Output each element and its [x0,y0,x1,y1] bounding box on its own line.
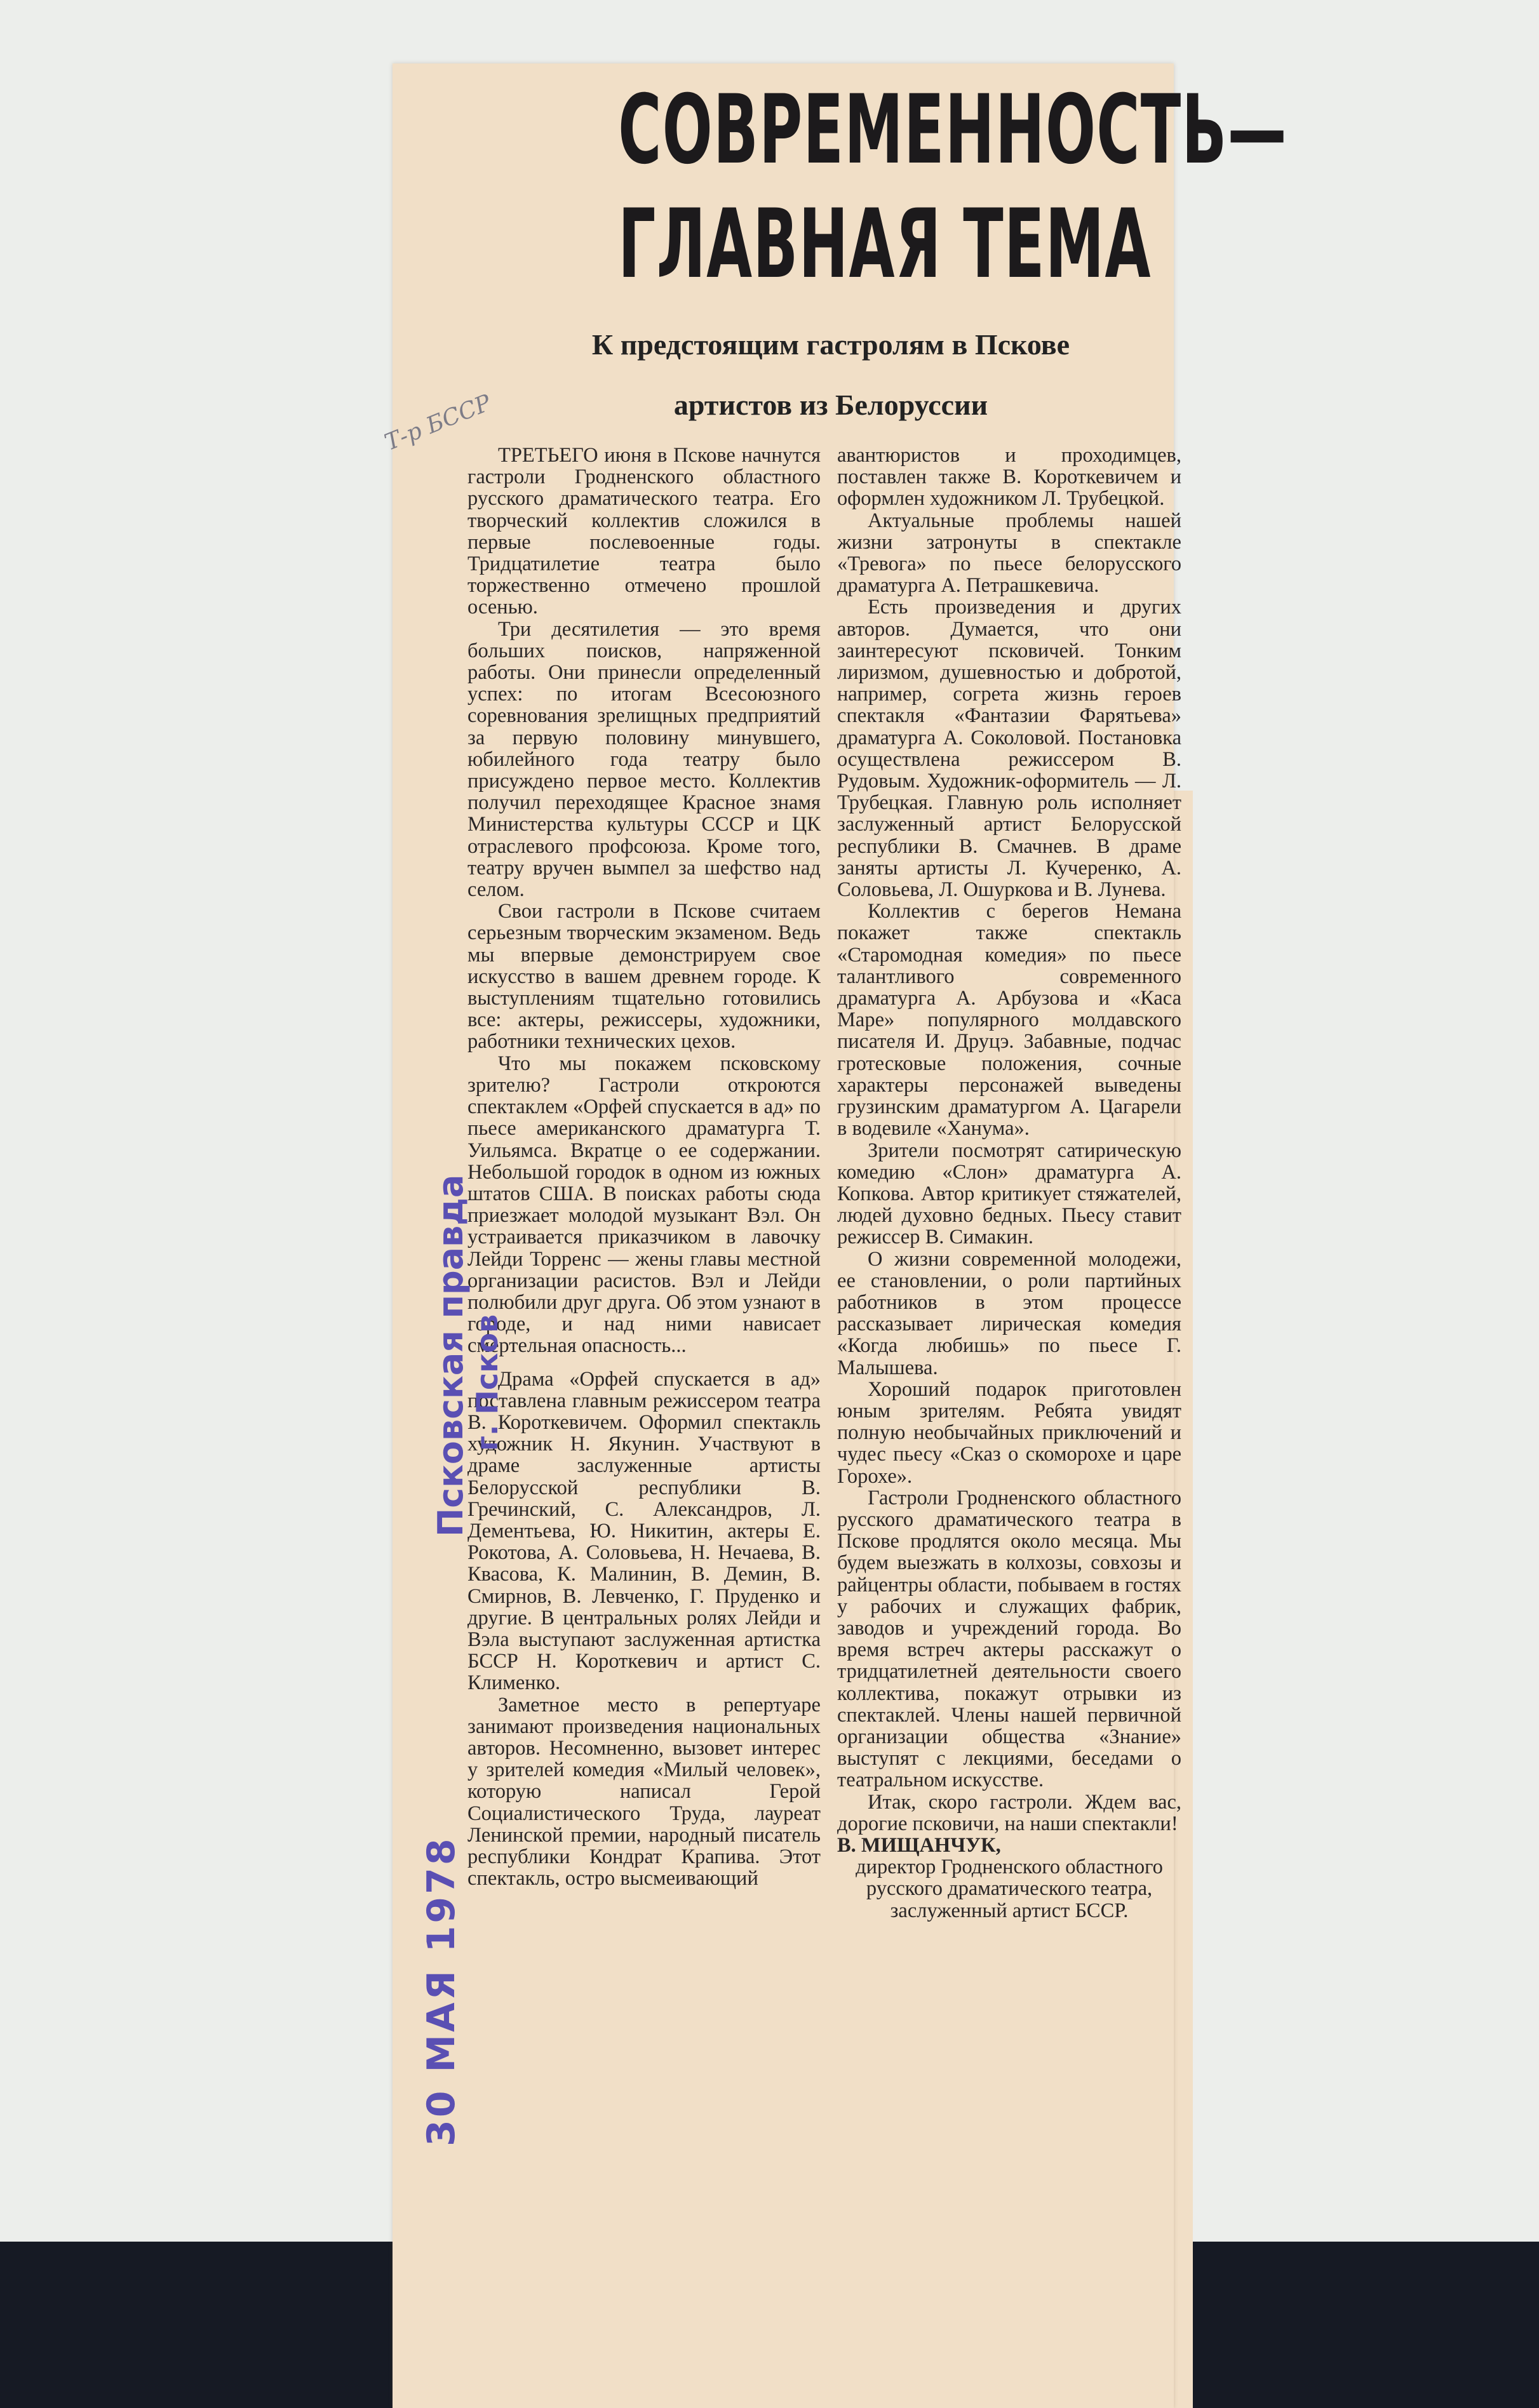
handwritten-note: Т-р БССР [381,389,495,457]
article-paragraph: Три десятилетия — это время больших поисков, напряженной работы. Они принесли определенный успех: по итогам Всесоюзного соревнования зрелищных предприятий за первую половину минувшего, юбилейного года театру было присуждено первое место. Коллектив получил переходящее Красное знамя Министерства культуры СССР и ЦК отраслевого профсоюза. Кроме того, театру вручен вымпел за шефство над селом. [467,617,821,902]
article-paragraph: Заметное место в репертуаре занимают произведения национальных авторов. Несомненно, вызовет интерес у зрителей комедия «Милый человек», которую написал Герой Социалистического Труда, лауреат Ленинской премии, народный писатель республики Кондрат Крапива. Этот спектакль, остро высмеивающий [467,1693,821,1890]
newspaper-name-stamp: Псковская правда [431,1174,471,1537]
city-stamp: г. Псков [470,1314,504,1451]
article-paragraph: Свои гастроли в Пскове считаем серьезным творческим экзаменом. Ведь мы впервые демонстрируем свое искусство в вашем древнем городе. К выступлениям тщательно готовились все: актеры, режиссеры, художники, работники технических цехов. [467,900,821,1054]
article-paragraph: Есть произведения и других авторов. Думается, что они заинтересуют псковичей. Тонким лиризмом, душевностью и добротой, например, согрета жизнь героев спектакля «Фантазии Фарятьева» драматурга А. Соколовой. Постановка осуществлена режиссером В. Рудовым. Художник-оформитель — Л. Трубецкая. Главную роль исполняет заслуженный артист Белорусской республики В. Смачнев. В драме заняты артисты Л. Кучеренко, А. Соловьева, Л. Ошуркова и В. Лунева. [837,596,1181,902]
date-stamp: 30 МАЯ 1978 [419,1836,464,2146]
subheadline-line-2: артистов из Белоруссии [673,389,988,421]
article-paragraph: Гастроли Гродненского областного русского драматического театра в Пскове продлятся около месяца. Мы будем выезжать в колхозы, совхозы и райцентры области, побываем в гостях у рабочих и служащих фабрик, заводов и учреждений города. Во время встреч актеры расскажут о тридцатилетней деятельности своего коллектива, покажут отрывки из спектаклей. Члены нашей первичной организации общества «Знание» выступят с лекциями, беседами о театральном искусстве. [837,1486,1181,1792]
article-paragraph: Актуальные проблемы нашей жизни затронуты в спектакле «Тревога» по пьесе белорусского драматурга А. Петрашкевича. [837,509,1181,598]
author-signature: В. МИЩАНЧУК, [837,1834,1001,1857]
article-paragraph: Хороший подарок приготовлен юным зрителям. Ребята увидят полную необычайных приключений и чудес пьесу «Сказ о скоморохе и царе Горохе». [837,1377,1181,1488]
article-left-column [467,445,821,1889]
article-paragraph: Итак, скоро гастроли. Ждем вас, дорогие псковичи, на наши спектакли! [837,1790,1181,1835]
article-right-column [837,445,1181,1922]
article-paragraph: ТРЕТЬЕГО июня в Пскове начнутся гастроли Гродненского областного русского драматического театра. Его творческий коллектив сложился в первые послевоенные годы. Тридцатилетие театра было торжественно отмечено прошлой осенью. [467,444,821,619]
article-paragraph: Коллектив с берегов Немана покажет также спектакль «Старомодная комедия» по пьесе талантливого современного драматурга А. Арбузова и «Каса Маре» популярного молдавского писателя И. Друцэ. Забавные, подчас гротесковые положения, сочные характеры персонажей выведены грузинским драматургом А. Цагарели в водевиле «Ханума». [837,900,1181,1140]
article-paragraph: Драма «Орфей спускается в ад» поставлена главным режиссером театра В. Короткевичем. Оформил спектакль художник Н. Якунин. Участвуют в драме заслуженные артисты Белорусской республики В. Гречинский, С. Александров, Л. Дементьева, Ю. Никитин, актеры Е. Рокотова, А. Соловьева, Н. Нечаева, В. Квасова, К. Малинин, В. Демин, В. Смирнов, В. Левченко, Г. Пруденко и другие. В центральных ролях Лейди и Вэла выступают заслуженная артистка БССР Н. Короткевич и артист С. Клименко. [467,1367,821,1695]
article-paragraph: авантюристов и проходимцев, поставлен также В. Короткевичем и оформлен художником Л. Трубецкой. [837,444,1181,511]
article-paragraph: Зрители посмотрят сатирическую комедию «Слон» драматурга А. Копкова. Автор критикует стяжателей, людей духовно бедных. Пьесу ставит режиссер В. Симакин. [837,1139,1181,1249]
headline-line-2: ГЛАВНАЯ ТЕМА [618,189,1152,300]
newspaper-clipping [393,64,1287,2408]
article-paragraph: Что мы покажем псковскому зрителю? Гастроли откроются спектаклем «Орфей спускается в ад» по пьесе американского драматурга Т. Уильямса. Вкратце о ее содержании. Небольшой городок в одном из южных штатов США. В поисках работы сюда приезжает молодой музыкант Вэл. Он устраивается приказчиком в лавочку Лейди Торренс — жены главы местной организации расистов. Вэл и Лейди полюбили друг друга. Об этом узнают в городе, и над ними нависает смертельная опасность... [467,1052,821,1358]
author-position: директор Гродненского областного русского драматического театра, заслуженный артист БССР. [856,1856,1163,1922]
headline-line-1: СОВРЕМЕННОСТЬ— [618,75,1287,185]
article-paragraph: О жизни современной молодежи, ее становлении, о роли партийных работников в этом процессе рассказывает лирическая комедия «Когда любишь» по пьесе Г. Малышева. [837,1247,1181,1379]
subheadline-line-1: К предстоящим гастролям в Пскове [591,328,1070,361]
